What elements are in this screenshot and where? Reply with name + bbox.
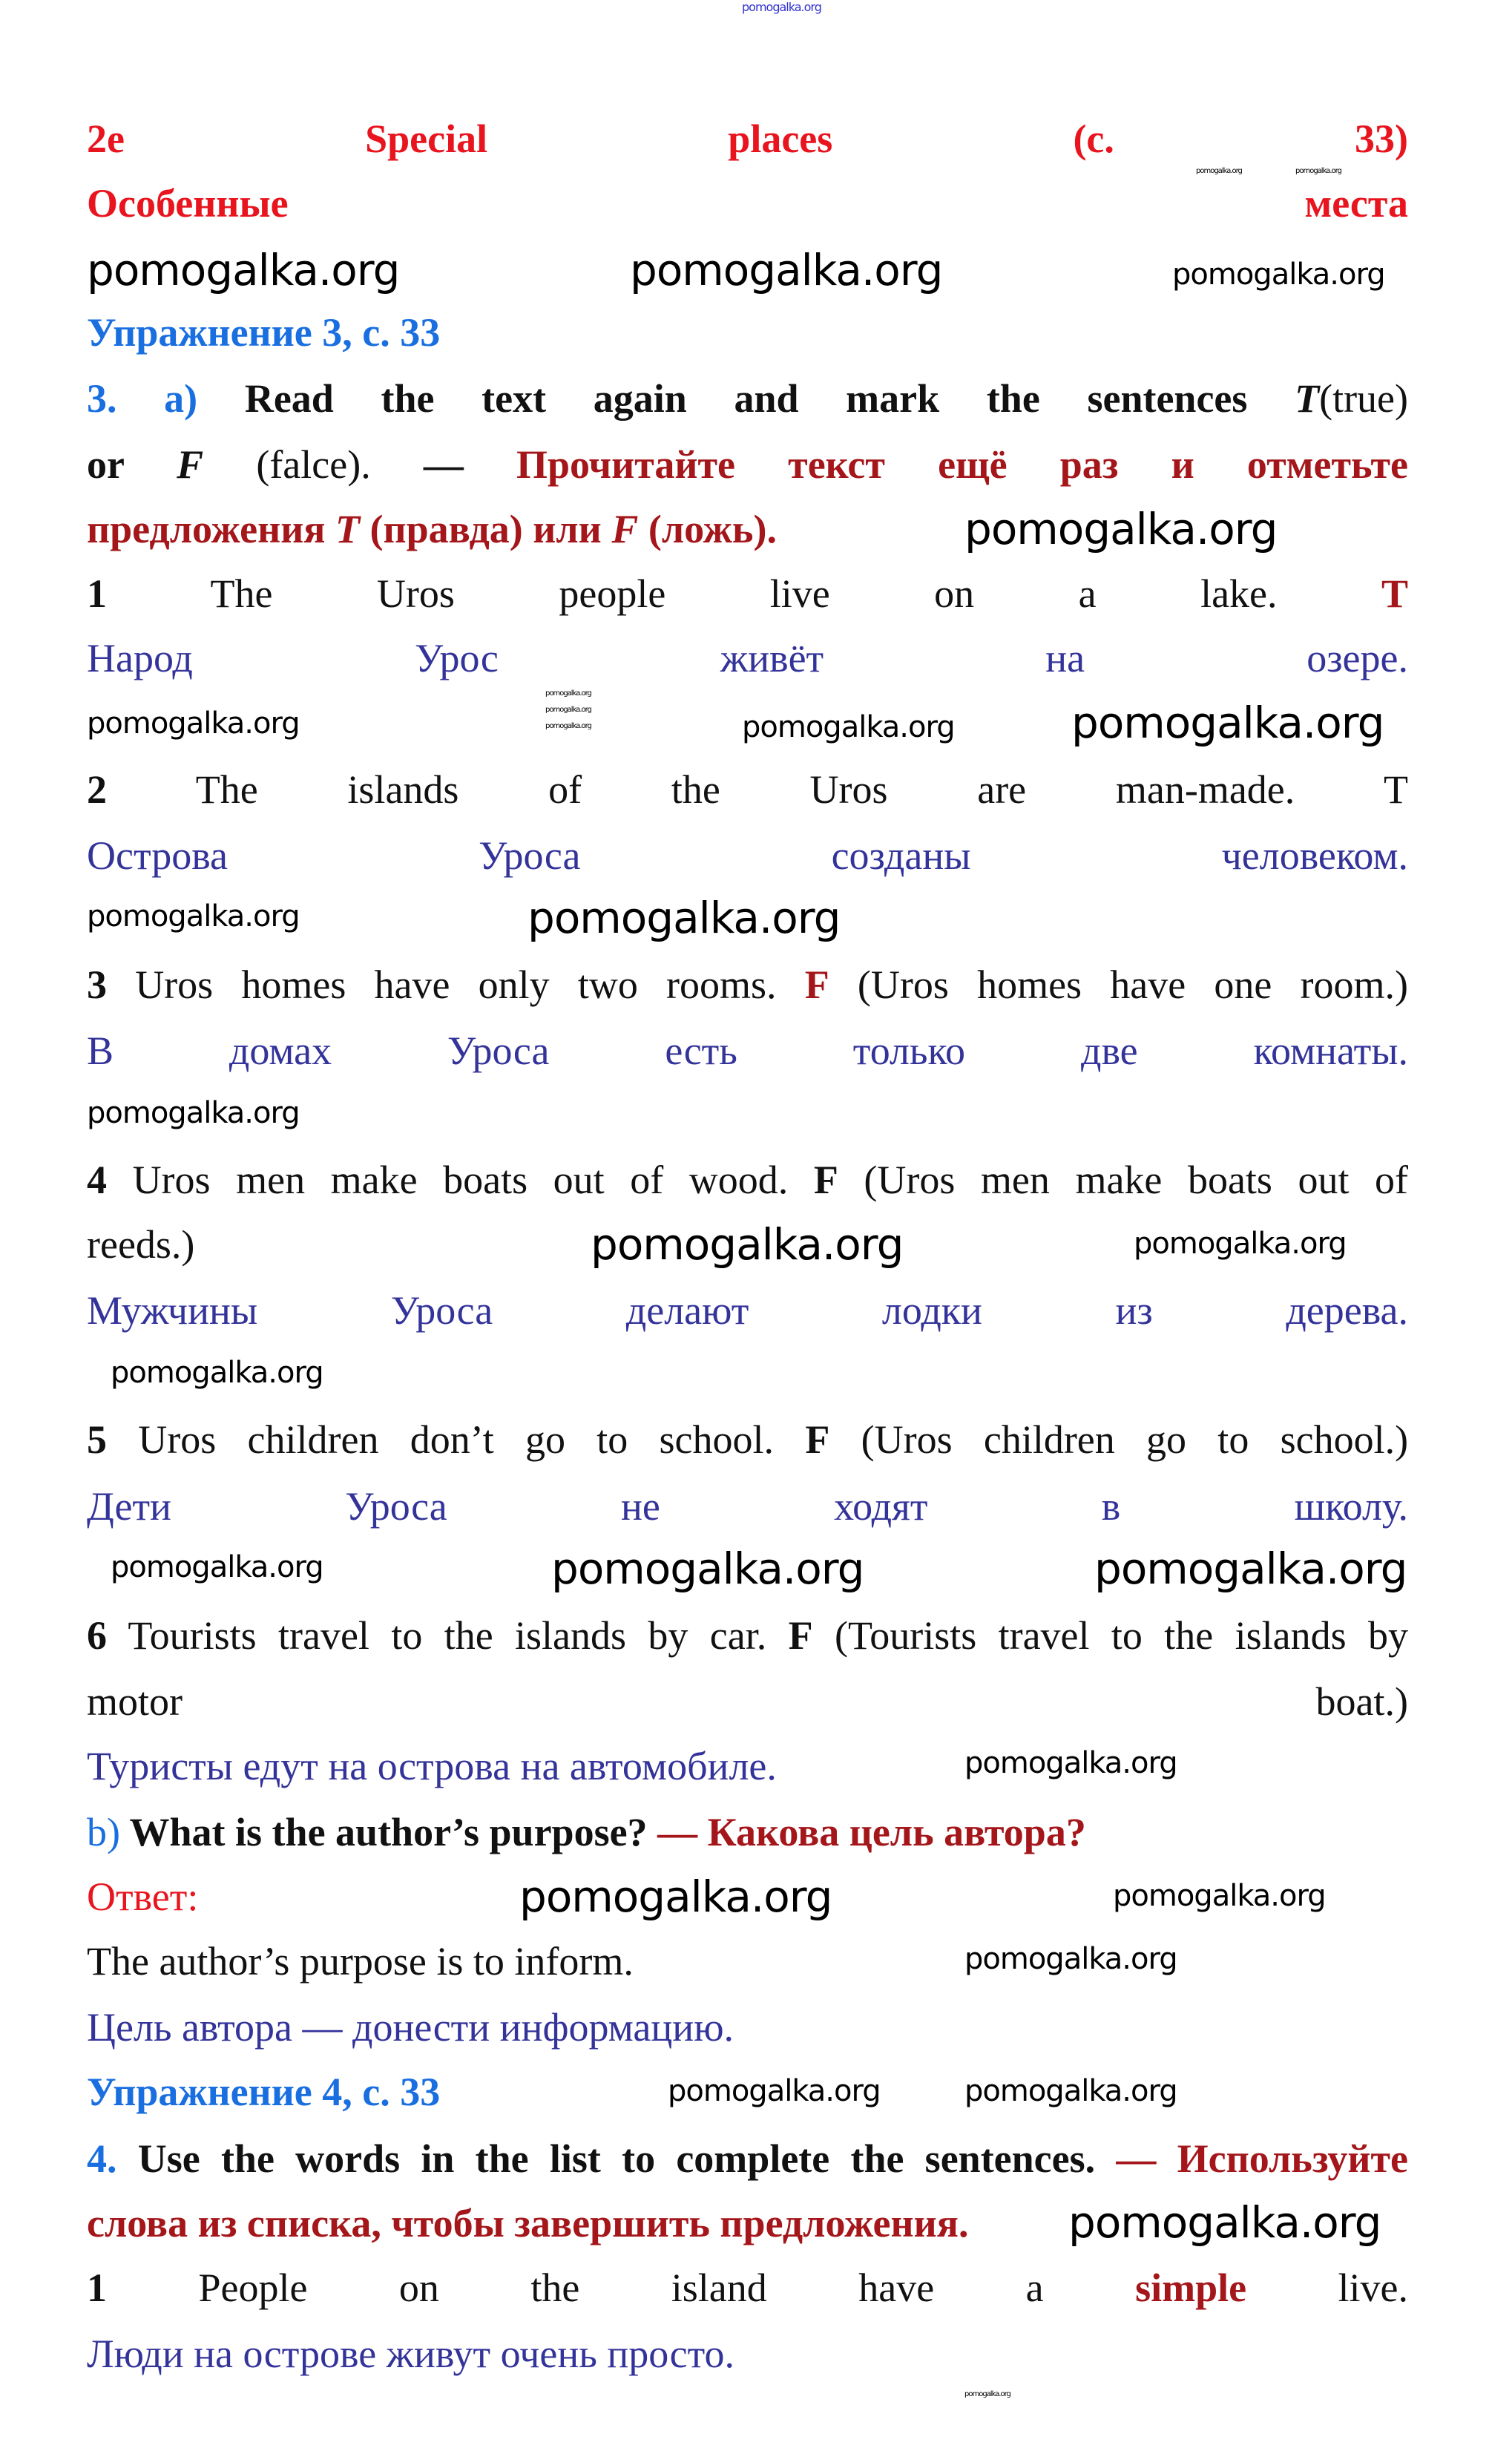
watermark: pomogalka.org [1295,167,1341,175]
answer-label: Ответ: [87,1874,199,1919]
watermark: pomogalka.org [630,245,943,295]
watermark: pomogalka.org [1071,698,1384,748]
true-letter: T [335,507,361,551]
part-b-question [87,1806,1086,1858]
watermark: pomogalka.org [87,899,300,934]
item-answer: simple [1135,2266,1247,2310]
item-correction: (Tourists travel to the islands by [835,1613,1409,1658]
instruction-translation: предложения [87,507,326,551]
item-answer: T [1381,571,1409,616]
item-6-translation: Туристы едут на острова на автомобиле. [87,1744,777,1788]
item-6-correction-cont: motor boat.) [87,1679,1408,1724]
exercise-3-instruction-line3 [87,503,777,555]
watermark: pomogalka.org [964,2390,1010,2398]
item-number: 3 [87,962,107,1007]
exercise-number: 4. [87,2136,117,2181]
watermark: pomogalka.org [1068,2197,1381,2248]
watermark: pomogalka.org [111,1356,323,1390]
instruction-text: Use the words in the list to complete the sentences. [137,2136,1096,2181]
exercise-4-instruction-line1 [87,2133,1408,2185]
item-answer: T [1384,767,1409,812]
exercise-item-3 [87,959,1408,1011]
item-number: 4 [87,1158,107,1202]
item-1-translation: Народ Урос живёт на озере. [87,636,1408,680]
question-en: What is the author’s purpose? [129,1810,648,1854]
item-correction: (Uros men make boats out of [864,1158,1409,1202]
watermark: pomogalka.org [545,689,591,698]
watermark: pomogalka.org [545,706,591,714]
title-word: 2e Special [87,117,488,161]
watermark: pomogalka.org [87,706,300,741]
watermark: pomogalka.org [964,504,1278,554]
title-en [87,113,1408,165]
item-number: 1 [87,2266,107,2310]
exercise-item-5 [87,1414,1408,1466]
exercise-item-4 [87,1154,1408,1206]
watermark: pomogalka.org [1094,1543,1407,1594]
exercise-3-heading: Упражнение 3, с. 33 [87,310,441,355]
watermark: pomogalka.org [111,1550,323,1584]
item-sentence: live. [1338,2266,1409,2310]
watermark: pomogalka.org [1113,1879,1326,1913]
answer-ru: Цель автора — донести информацию. [87,2005,734,2050]
item-4-translation: Мужчины Уроса делают лодки из дерева. [87,1288,1408,1333]
item-5-translation: Дети Уроса не ходят в школу. [87,1484,1408,1529]
true-letter: T [1295,376,1320,421]
false-letter: F [611,507,639,551]
watermark: pomogalka.org [1172,257,1385,292]
part-label: b) [87,1810,120,1854]
instruction-translation: — Используйте [1116,2136,1409,2181]
watermark: pomogalka.org [87,245,400,295]
exercise-item-2 [87,764,1408,816]
exercise-4-item-1 [87,2262,1408,2314]
item-answer: F [813,1158,838,1202]
item-sentence: The Uros people live on a lake. [210,571,1278,616]
item-correction: (Uros homes have one room.) [857,962,1408,1007]
title-word: 33) [1355,117,1409,161]
watermark: pomogalka.org [545,722,591,730]
exercise-4-item-1-translation: Люди на острове живут очень просто. [87,2332,734,2376]
title-ru [87,177,1408,229]
exercise-item-6 [87,1610,1408,1661]
watermark: pomogalka.org [964,1746,1177,1780]
title-word: places [728,117,833,161]
watermark: pomogalka.org [519,1871,832,1922]
false-letter: F [177,442,204,487]
item-answer: F [805,1417,830,1462]
title-word: (c. [1073,117,1114,161]
part-label: a) [164,376,198,421]
exercise-4-instruction-line2: слова из списка, чтобы завершить предложения. [87,2201,969,2245]
item-sentence: Tourists travel to the islands by car. [128,1613,767,1658]
instruction-translation: Прочитайте текст ещё раз и отметьте [516,442,1408,487]
watermark: pomogalka.org [964,2074,1177,2108]
item-sentence: Uros children don’t go to school. [138,1417,775,1462]
item-sentence: The islands of the Uros are man-made. [195,767,1295,812]
item-number: 5 [87,1417,107,1462]
item-answer: F [788,1613,813,1658]
item-2-translation: Острова Уроса созданы человеком. [87,833,1408,878]
watermark: pomogalka.org [87,1096,300,1130]
title-word: Особенные [87,181,289,226]
watermark: pomogalka.org [742,0,821,14]
watermark: pomogalka.org [964,1942,1177,1976]
exercise-3-instruction-line1 [87,373,1408,424]
item-sentence: Uros homes have only two rooms. [135,962,777,1007]
exercise-3-instruction-line2 [87,439,1408,491]
instruction-translation: (ложь). [648,507,777,551]
watermark: pomogalka.org [1134,1227,1347,1261]
item-number: 6 [87,1613,107,1658]
item-number: 2 [87,767,107,812]
answer-en: The author’s purpose is to inform. [87,1939,634,1984]
watermark: pomogalka.org [1196,167,1242,175]
question-ru: — Какова цель автора? [657,1810,1086,1854]
instruction-text: or [87,442,124,487]
exercise-item-1 [87,568,1408,620]
instruction-text: Read the text again and mark the sentences [244,376,1248,421]
exercise-4-heading: Упражнение 4, с. 33 [87,2070,441,2114]
watermark: pomogalka.org [742,710,955,744]
item-4-correction-cont: reeds.) [87,1222,195,1267]
watermark: pomogalka.org [591,1219,904,1270]
watermark: pomogalka.org [551,1543,864,1594]
title-word: места [1304,181,1408,226]
item-correction: (Uros children go to school.) [861,1417,1409,1462]
false-label: (falce). [256,442,371,487]
item-sentence: People on the island have a [198,2266,1044,2310]
watermark: pomogalka.org [668,2074,881,2108]
item-3-translation: В домах Уроса есть только две комнаты. [87,1028,1408,1073]
exercise-number: 3. [87,376,117,421]
watermark: pomogalka.org [527,893,841,943]
dash: — [423,442,464,487]
item-number: 1 [87,571,107,616]
instruction-translation: (правда) или [369,507,602,551]
true-label: (true) [1319,376,1409,421]
item-answer: F [804,962,829,1007]
item-sentence: Uros men make boats out of wood. [132,1158,789,1202]
